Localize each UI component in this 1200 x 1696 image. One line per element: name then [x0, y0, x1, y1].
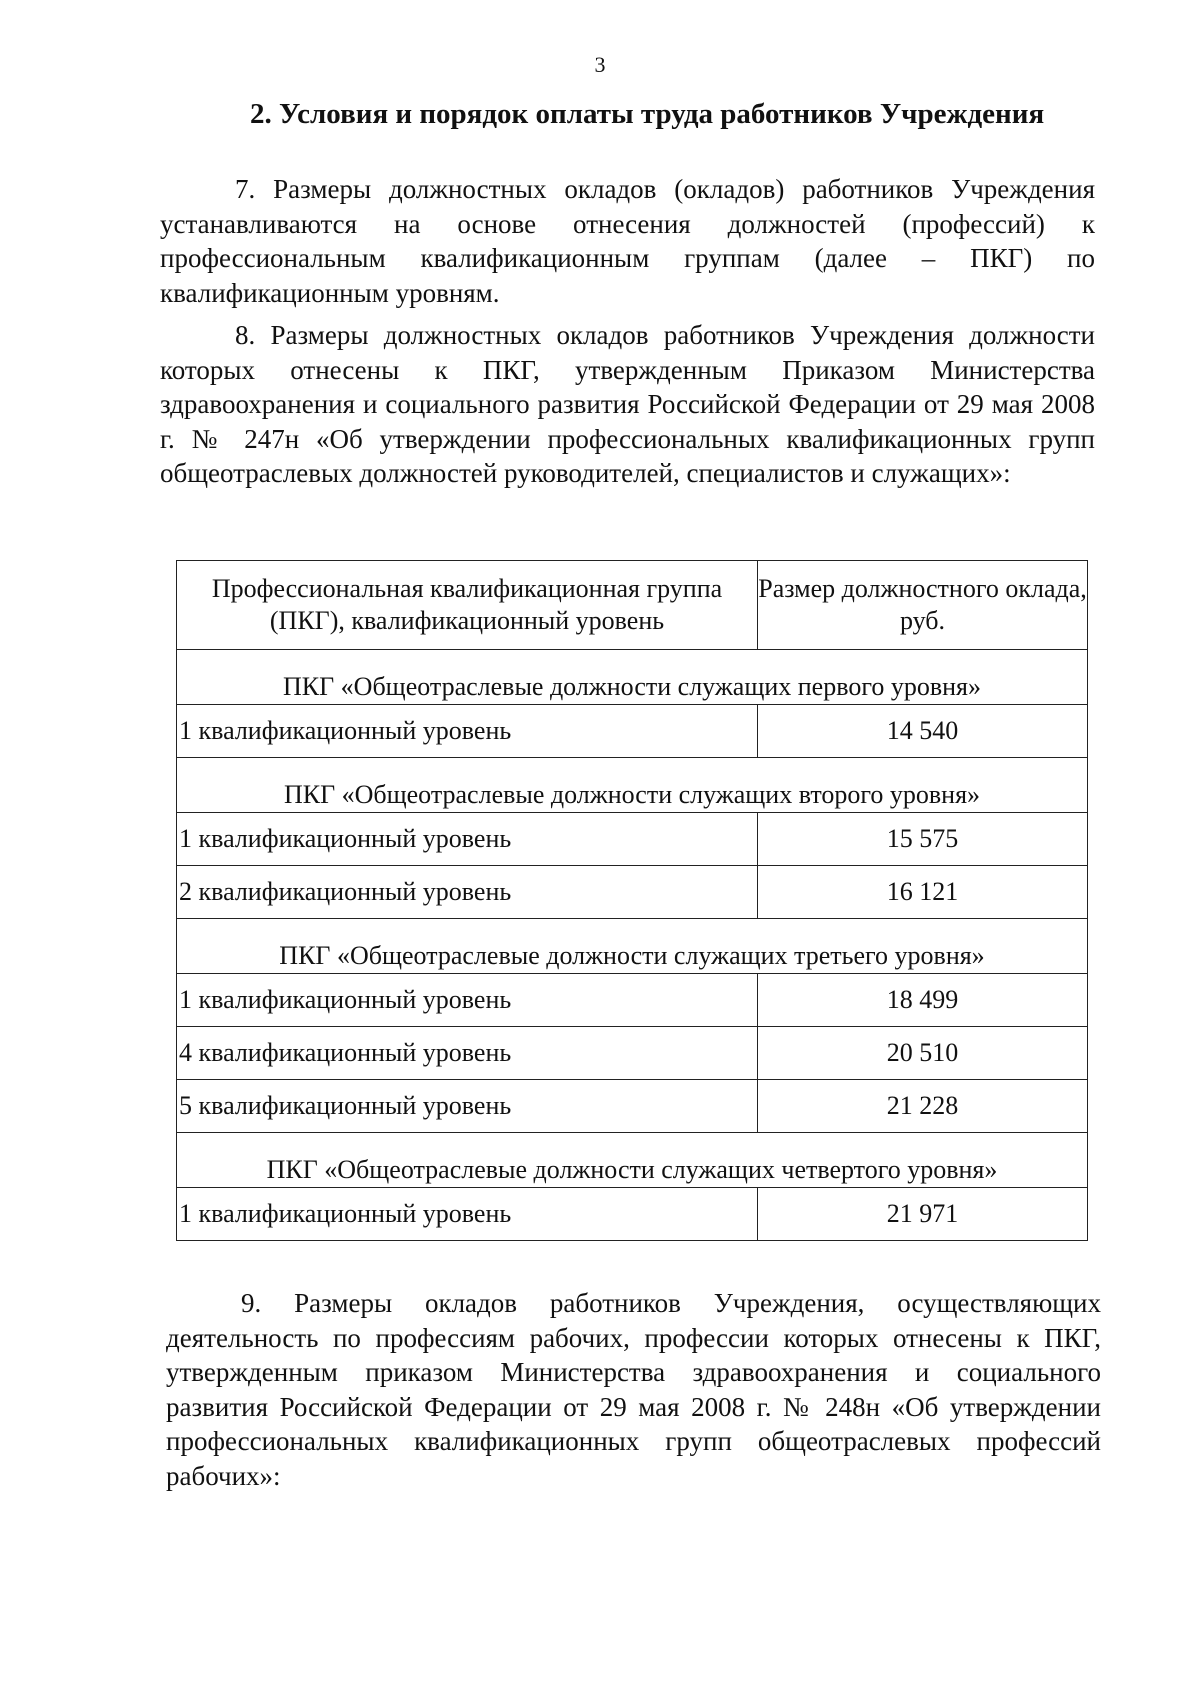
level-name: 1 квалификационный уровень	[177, 1188, 758, 1241]
table-body	[177, 650, 1088, 1241]
table-header-row	[177, 561, 1088, 650]
group-row	[177, 919, 1088, 974]
paragraph-7: 7. Размеры должностных окладов (окладов) работников Учреждения устанавливаются на основе отнесения должностей (профессий) к профессиональным квалификационным группам (далее – ПКГ) по квалификационным уровням.	[160, 174, 1095, 308]
group-row	[177, 1133, 1088, 1188]
page-number: 3	[594, 52, 606, 77]
salary-value: 14 540	[758, 705, 1088, 758]
table-row	[177, 813, 1088, 866]
group-title: ПКГ «Общеотраслевые должности служащих четвертого уровня»	[177, 1133, 1088, 1188]
paragraph-8: 8. Размеры должностных окладов работников Учреждения должности которых отнесены к ПКГ, утвержденным Приказом Министерства здравоохранения и социального развития Российской Федерации от 29 мая 2008 г. № 247н «Об утверждении профессиональных квалификационных групп общеотраслевых должностей руководителей, специалистов и служащих»:	[160, 320, 1095, 488]
level-name: 1 квалификационный уровень	[177, 813, 758, 866]
table-row	[177, 1027, 1088, 1080]
level-name: 1 квалификационный уровень	[177, 705, 758, 758]
table-row	[177, 866, 1088, 919]
salary-value: 16 121	[758, 866, 1088, 919]
level-name: 1 квалификационный уровень	[177, 974, 758, 1027]
group-title: ПКГ «Общеотраслевые должности служащих третьего уровня»	[177, 919, 1088, 974]
level-name: 4 квалификационный уровень	[177, 1027, 758, 1080]
group-title: ПКГ «Общеотраслевые должности служащих первого уровня»	[177, 650, 1088, 705]
header-group-level: Профессиональная квалификационная группа (ПКГ), квалификационный уровень	[177, 561, 758, 650]
salary-table	[176, 560, 1088, 1241]
table-row	[177, 1188, 1088, 1241]
paragraph-9: 9. Размеры окладов работников Учреждения, осуществляющих деятельность по профессиям рабочих, профессии которых отнесены к ПКГ, утвержденным приказом Министерства здравоохранения и социального развития Российской Федерации от 29 мая 2008 г. № 248н «Об утверждении профессиональных квалификационных групп общеотраслевых профессий рабочих»:	[166, 1288, 1101, 1491]
level-name: 5 квалификационный уровень	[177, 1080, 758, 1133]
table-row	[177, 1080, 1088, 1133]
salary-value: 21 971	[758, 1188, 1088, 1241]
group-row	[177, 650, 1088, 705]
group-title: ПКГ «Общеотраслевые должности служащих второго уровня»	[177, 758, 1088, 813]
salary-value: 15 575	[758, 813, 1088, 866]
table-row	[177, 705, 1088, 758]
header-salary: Размер должностного оклада, руб.	[758, 561, 1088, 650]
table-row	[177, 974, 1088, 1027]
salary-value: 21 228	[758, 1080, 1088, 1133]
level-name: 2 квалификационный уровень	[177, 866, 758, 919]
salary-value: 20 510	[758, 1027, 1088, 1080]
group-row	[177, 758, 1088, 813]
salary-value: 18 499	[758, 974, 1088, 1027]
section-title: 2. Условия и порядок оплаты труда работников Учреждения	[250, 98, 1045, 130]
